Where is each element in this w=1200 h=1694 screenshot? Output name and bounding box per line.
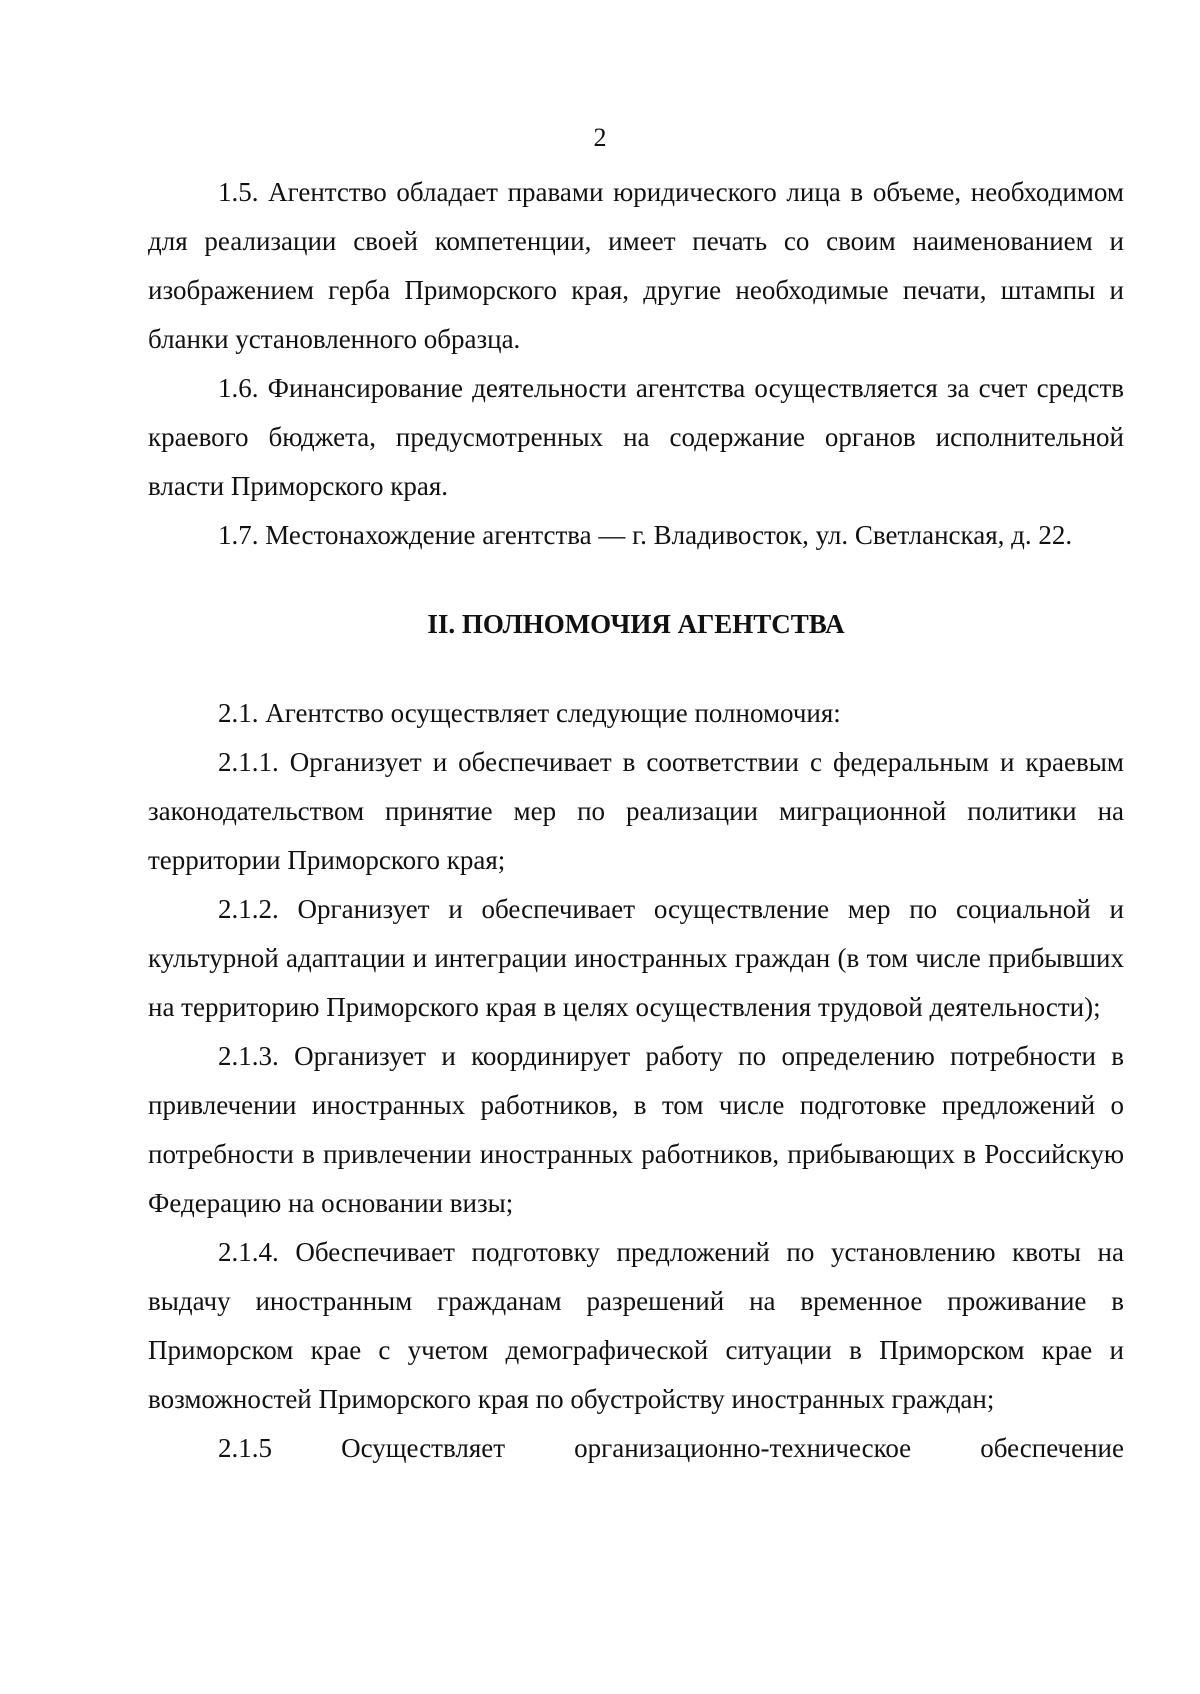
- paragraph-2-1-5: 2.1.5 Осуществляет организационно-техническое обеспечение: [218, 1433, 1124, 1463]
- paragraph-2-1-2: 2.1.2. Организует и обеспечивает осуществление мер по социальной и культурной адаптации и интеграции иностранных граждан (в том числе прибывших на территорию Приморского края в целях осуществления трудовой деятельности);: [148, 894, 1124, 1022]
- document-body: [148, 168, 1124, 1473]
- paragraph-1-6: 1.6. Финансирование деятельности агентства осуществляется за счет средств краевого бюджета, предусмотренных на содержание органов исполнительной власти Приморского края.: [148, 373, 1124, 501]
- paragraph-2-1-4: 2.1.4. Обеспечивает подготовку предложений по установлению квоты на выдачу иностранным гражданам разрешений на временное проживание в Приморском крае с учетом демографической ситуации в Приморском крае и возможностей Приморского края по обустройству иностранных граждан;: [148, 1237, 1124, 1414]
- section-heading: II. ПОЛНОМОЧИЯ АГЕНТСТВА: [427, 609, 845, 639]
- paragraph-2-1-1: 2.1.1. Организует и обеспечивает в соответствии с федеральным и краевым законодательством принятие мер по реализации миграционной политики на территории Приморского края;: [148, 747, 1124, 875]
- paragraph-1-5: 1.5. Агентство обладает правами юридического лица в объеме, необходимом для реализации своей компетенции, имеет печать со своим наименованием и изображением герба Приморского края, другие необходимые печати, штампы и бланки установленного образца.: [148, 177, 1124, 354]
- paragraph-2-1-3: 2.1.3. Организует и координирует работу по определению потребности в привлечении иностранных работников, в том числе подготовке предложений о потребности в привлечении иностранных работников, прибывающих в Российскую Федерацию на основании визы;: [148, 1041, 1124, 1218]
- paragraph-1-7: 1.7. Местонахождение агентства — г. Владивосток, ул. Светланская, д. 22.: [218, 520, 1073, 550]
- page-number: 2: [593, 123, 607, 152]
- paragraph-2-1: 2.1. Агентство осуществляет следующие полномочия:: [218, 698, 841, 728]
